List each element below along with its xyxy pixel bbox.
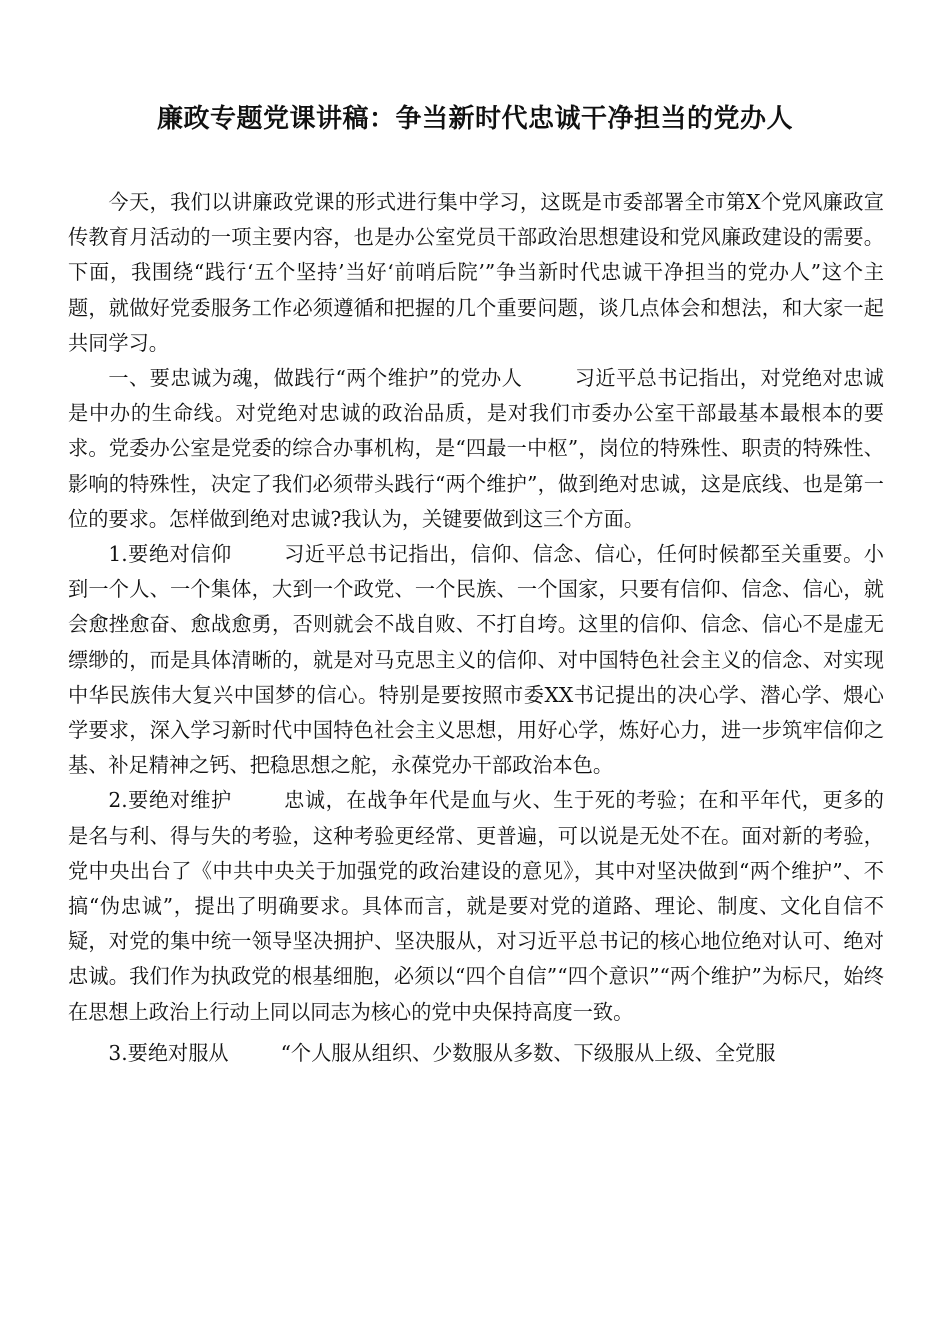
paragraph-text: 习近平总书记指出，对党绝对忠诚是中办的生命线。对党绝对忠诚的政治品质，是对我们市委办公室干部最基本最根本的要求。党委办公室是党委的综合办事机构，是“四最一中枢”，岗位的特殊性、职责的特殊性、影响的特殊性，决定了我们必须带头践行“两个维护”，做到绝对忠诚，这是底线、也是第一位的要求。怎样做到绝对忠诚?我认为，关键要做到这三个方面。 [68,366,884,531]
paragraph-item-2 [68,783,884,1029]
paragraph-item-3 [68,1036,884,1071]
item-heading: 1.要绝对信仰 [108,542,232,567]
document-body [68,185,884,1071]
paragraph-text: “个人服从组织、少数服从多数、下级服从上级、全党服 [280,1040,776,1065]
paragraph-text: 忠诚，在战争年代是血与火、生于死的考验；在和平年代，更多的是名与利、得与失的考验，这种考验更经常、更普遍，可以说是无处不在。面对新的考验，党中央出台了《中共中央关于加强党的政治建设的意见》，其中对坚决做到“两个维护”、不搞“伪忠诚”，提出了明确要求。具体而言，就是要对党的道路、理论、制度、文化自信不疑，对党的集中统一领导坚决拥护、坚决服从，对习近平总书记的核心地位绝对认可、绝对忠诚。我们作为执政党的根基细胞，必须以“四个自信”“四个意识”“两个维护”为标尺，始终在思想上政治上行动上同以同志为核心的党中央保持高度一致。 [68,788,884,1024]
paragraph-text: 习近平总书记指出，信仰、信念、信心，任何时候都至关重要。小到一个人、一个集体，大到一个政党、一个民族、一个国家，只要有信仰、信念、信心，就会愈挫愈奋、愈战愈勇，否则就会不战自败、不打自垮。这里的信仰、信念、信心不是虚无缥缈的，而是具体清晰的，就是对马克思主义的信仰、对中国特色社会主义的信念、对实现中华民族伟大复兴中国梦的信心。特别是要按照市委XX书记提出的决心学、潜心学、煨心学要求，深入学习新时代中国特色社会主义思想，用好心学，炼好心力，进一步筑牢信仰之基、补足精神之钙、把稳思想之舵，永葆党办干部政治本色。 [68,542,884,778]
document-title: 廉政专题党课讲稿：争当新时代忠诚干净担当的党办人 [156,104,793,134]
item-heading: 2.要绝对维护 [108,788,232,813]
paragraph-intro [68,185,884,361]
paragraph-item-1 [68,537,884,783]
item-heading: 3.要绝对服从 [108,1040,229,1065]
paragraph-section-1 [68,361,884,537]
section-heading: 一、要忠诚为魂，做践行“两个维护”的党办人 [108,366,523,391]
paragraph-text: 今天，我们以讲廉政党课的形式进行集中学习，这既是市委部署全市第X个党风廉政宣传教育月活动的一项主要内容，也是办公室党员干部政治思想建设和党风廉政建设的需要。下面，我围绕“践行‘五个坚持’当好‘前哨后院’”争当新时代忠诚干净担当的党办人”这个主题，就做好党委服务工作必须遵循和把握的几个重要问题，谈几点体会和想法，和大家一起共同学习。 [68,190,884,355]
